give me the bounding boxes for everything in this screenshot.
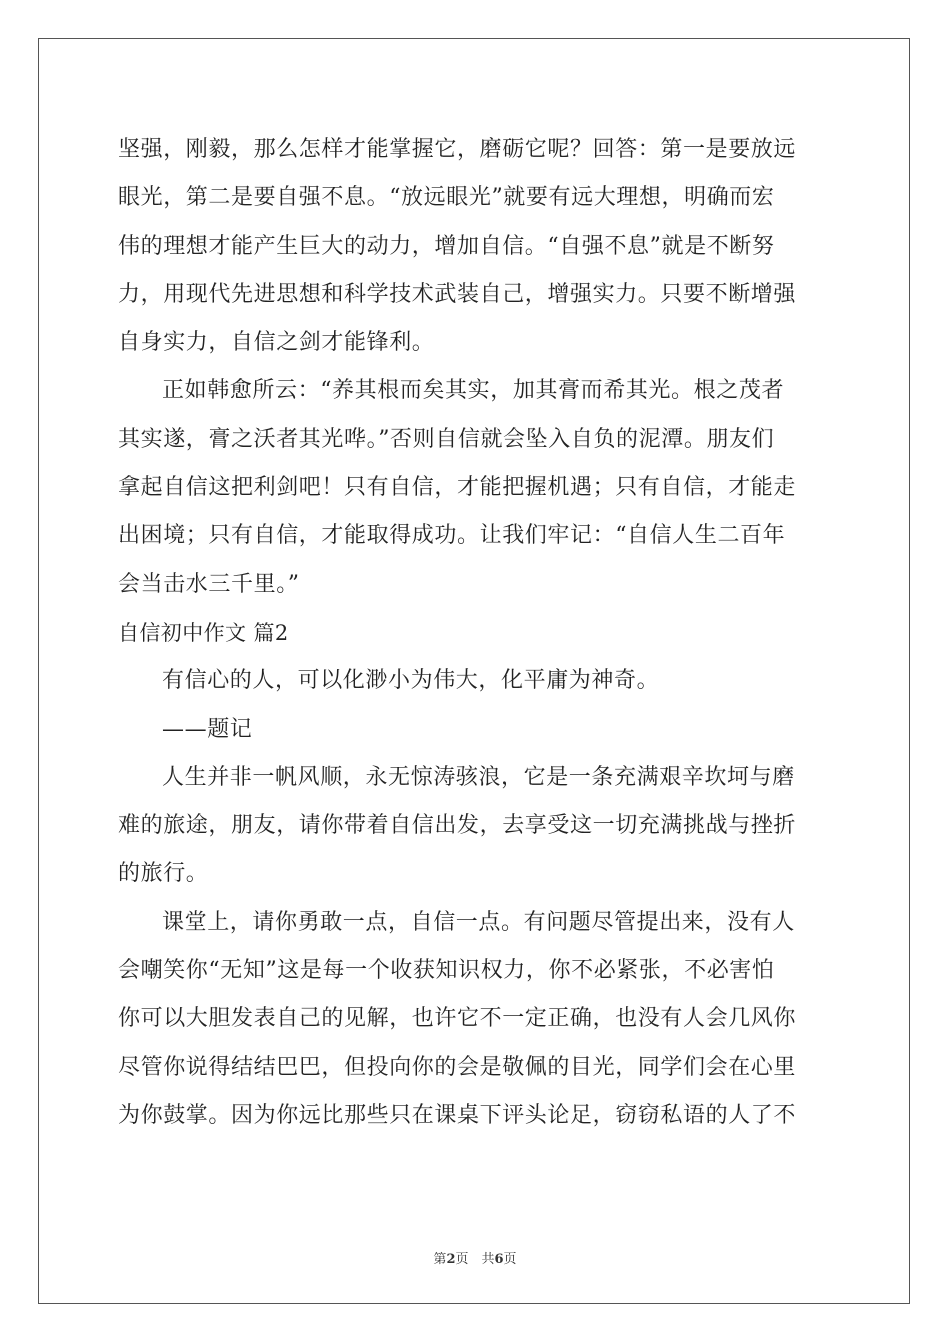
page-suffix: 页 — [503, 1252, 517, 1267]
text-line-18: 会嘲笑你“无知”这是每一个收获知识权力，你不必紧张，不必害怕 — [118, 958, 775, 984]
page-total: 6 — [494, 1252, 504, 1267]
epigraph-text: 有信心的人，可以化渺小为伟大，化平庸为神奇。 — [162, 668, 660, 694]
text-line-5: 自身实力，自信之剑才能锋利。 — [118, 330, 435, 356]
text-line-3: 伟的理想才能产生巨大的动力，增加自信。“自强不息”就是不断努 — [118, 233, 775, 259]
text-line-2: 眼光，第二是要自强不息。“放远眼光”就要有远大理想，明确而宏 — [118, 185, 775, 211]
text-line-7: 其实遂，膏之沃者其光哗。”否则自信就会坠入自负的泥潭。朋友们 — [118, 426, 775, 452]
text-line-9: 出困境；只有自信，才能取得成功。让我们牢记：“自信人生二百年 — [118, 523, 786, 549]
text-line-15: 难的旅途，朋友，请你带着自信出发，去享受这一切充满挑战与挫折 — [118, 813, 797, 839]
epigraph-attribution: ——题记 — [162, 716, 253, 742]
page-current: 2 — [446, 1252, 456, 1267]
text-line-14: 人生并非一帆风顺，永无惊涛骇浪，它是一条充满艰辛坎坷与磨 — [162, 764, 795, 790]
page-footer — [0, 1248, 950, 1267]
section-heading: 自信初中作文 篇2 — [118, 620, 289, 645]
document-body — [118, 126, 838, 1140]
text-line-8: 拿起自信这把利剑吧！只有自信，才能把握机遇；只有自信，才能走 — [118, 475, 797, 501]
text-line-21: 为你鼓掌。因为你远比那些只在课桌下评头论足，窃窃私语的人了不 — [118, 1102, 797, 1128]
page-prefix: 第 — [433, 1252, 447, 1267]
text-line-1: 坚强，刚毅，那么怎样才能掌握它，磨砺它呢？回答：第一是要放远 — [118, 137, 797, 162]
text-line-10: 会当击水三千里。” — [118, 571, 300, 597]
text-line-4: 力，用现代先进思想和科学技术武装自己，增强实力。只要不断增强 — [118, 281, 797, 307]
text-line-16: 的旅行。 — [118, 861, 209, 887]
text-line-20: 尽管你说得结结巴巴，但投向你的会是敬佩的目光，同学们会在心里 — [118, 1054, 797, 1080]
text-line-6: 正如韩愈所云：“养其根而矣其实，加其膏而希其光。根之茂者 — [162, 378, 785, 404]
text-line-19: 你可以大胆发表自己的见解，也许它不一定正确，也没有人会几风你 — [118, 1006, 797, 1032]
text-line-17: 课堂上，请你勇敢一点，自信一点。有问题尽管提出来，没有人 — [162, 909, 795, 935]
page-mid: 页 共 — [455, 1252, 495, 1267]
